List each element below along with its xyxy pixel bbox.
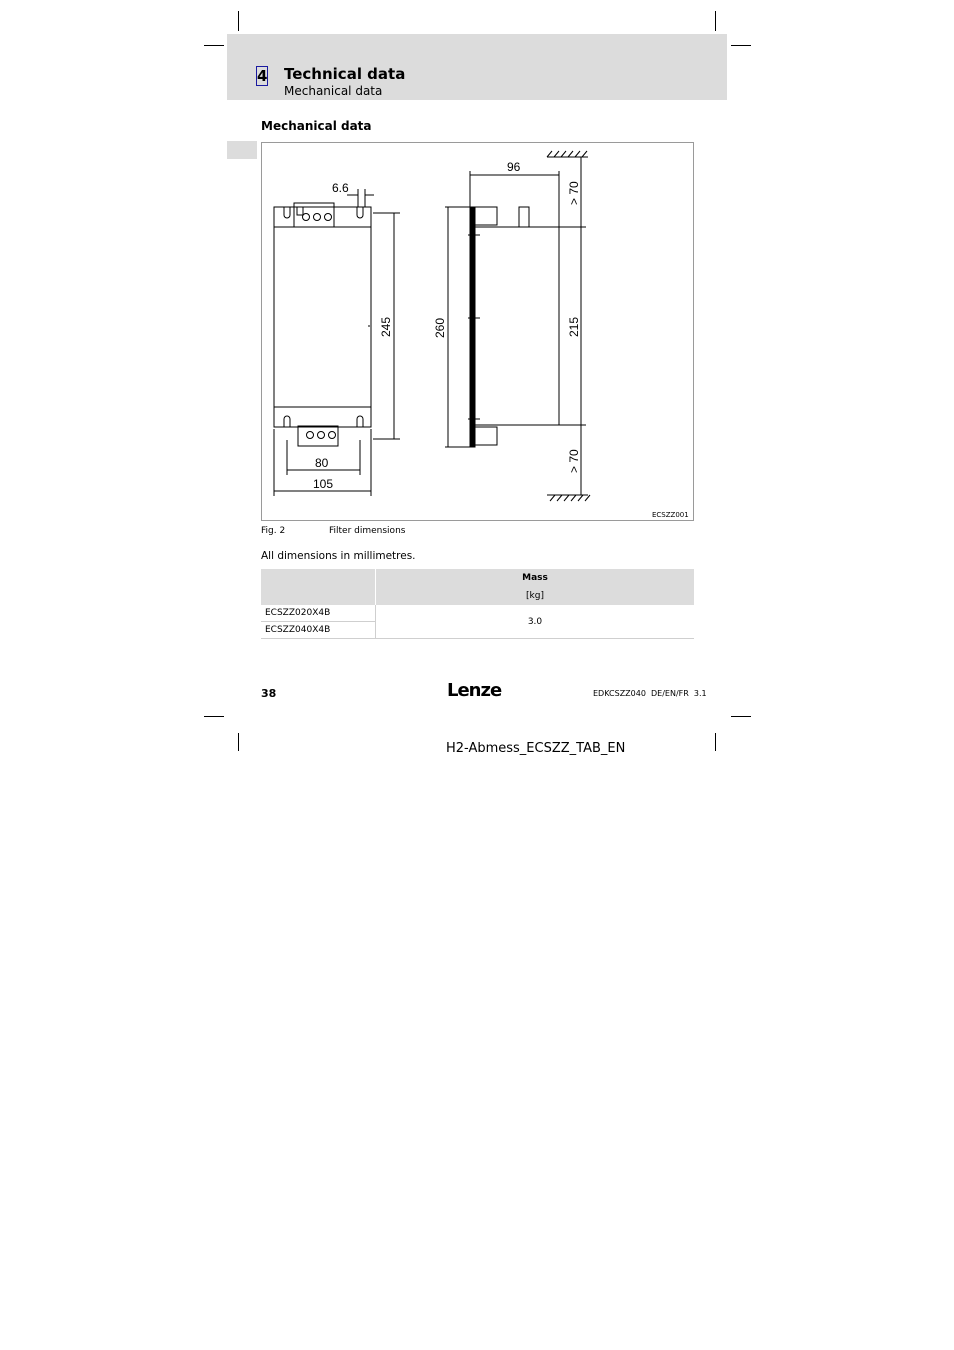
side-view-top-connector [475,207,497,225]
figure-caption-number: Fig. 2 [261,526,286,536]
slot-top-right [357,207,363,218]
table-header-mass [376,569,695,605]
crop-mark [731,45,751,46]
floor-hatch [550,495,590,501]
dimensions-note: All dimensions in millimetres. [261,550,416,562]
ceiling-hatch [547,151,587,157]
table-header-row [261,569,694,605]
crop-mark [731,716,751,717]
chapter-subtitle: Mechanical data [284,84,383,98]
drawing-id: ECSZZ001 [652,511,689,519]
dim-70-top: > 70 [567,181,581,205]
header-mass-label: Mass [522,573,548,583]
row-type: ECSZZ040X4B [261,622,376,639]
slot-top-left [284,207,290,218]
dim-80: 80 [315,456,329,470]
terminal-screw [318,432,325,439]
crop-mark [715,733,716,751]
dim-260: 260 [433,317,447,338]
crop-mark [238,733,239,751]
dim-96: 96 [507,160,521,174]
crop-mark [715,11,716,31]
lenze-logo: Lenze [447,680,502,701]
figure-caption-text: Filter dimensions [329,526,406,536]
slot-bottom-right [357,416,363,427]
dim-70-bottom: > 70 [567,449,581,473]
chapter-title: Technical data [284,65,406,83]
table-row [261,605,694,622]
dim-215: 215 [567,316,581,337]
crop-mark [204,45,224,46]
side-view-body [475,227,559,425]
side-view-bottom-connector [475,427,497,445]
row-mass-value: 3.0 [376,605,695,639]
page-number: 38 [261,687,277,700]
document-id: EDKCSZZ040 DE/EN/FR 3.1 [593,689,707,698]
terminal-screw [329,432,336,439]
terminal-screw [325,214,332,221]
crop-mark [238,11,239,31]
side-tab [227,141,257,159]
side-view-mounting-plate [470,207,475,447]
header-mass-unit: [kg] [526,591,544,601]
section-title: Mechanical data [261,119,372,133]
slot-bottom-left [284,416,290,427]
mass-table [261,569,694,639]
filter-dimension-drawing [261,142,694,521]
terminal-clip [297,207,303,215]
chapter-number: 4 [257,67,268,85]
side-view-terminal-screws [519,207,529,227]
front-view-bottom-flange [274,407,371,427]
footer-label: H2-Abmess_ECSZZ_TAB_EN [446,741,626,756]
front-view-body [274,207,371,427]
row-type: ECSZZ020X4B [261,605,376,622]
terminal-screw [307,432,314,439]
drawing-svg [262,143,695,522]
crop-mark [204,716,224,717]
terminal-screw [314,214,321,221]
front-view-top-flange [274,207,371,227]
terminal-screw [303,214,310,221]
dim-105: 105 [313,477,334,491]
dim-245: 245 [379,316,393,337]
table-header-blank [261,569,376,605]
dim-6-6: 6.6 [332,181,349,195]
